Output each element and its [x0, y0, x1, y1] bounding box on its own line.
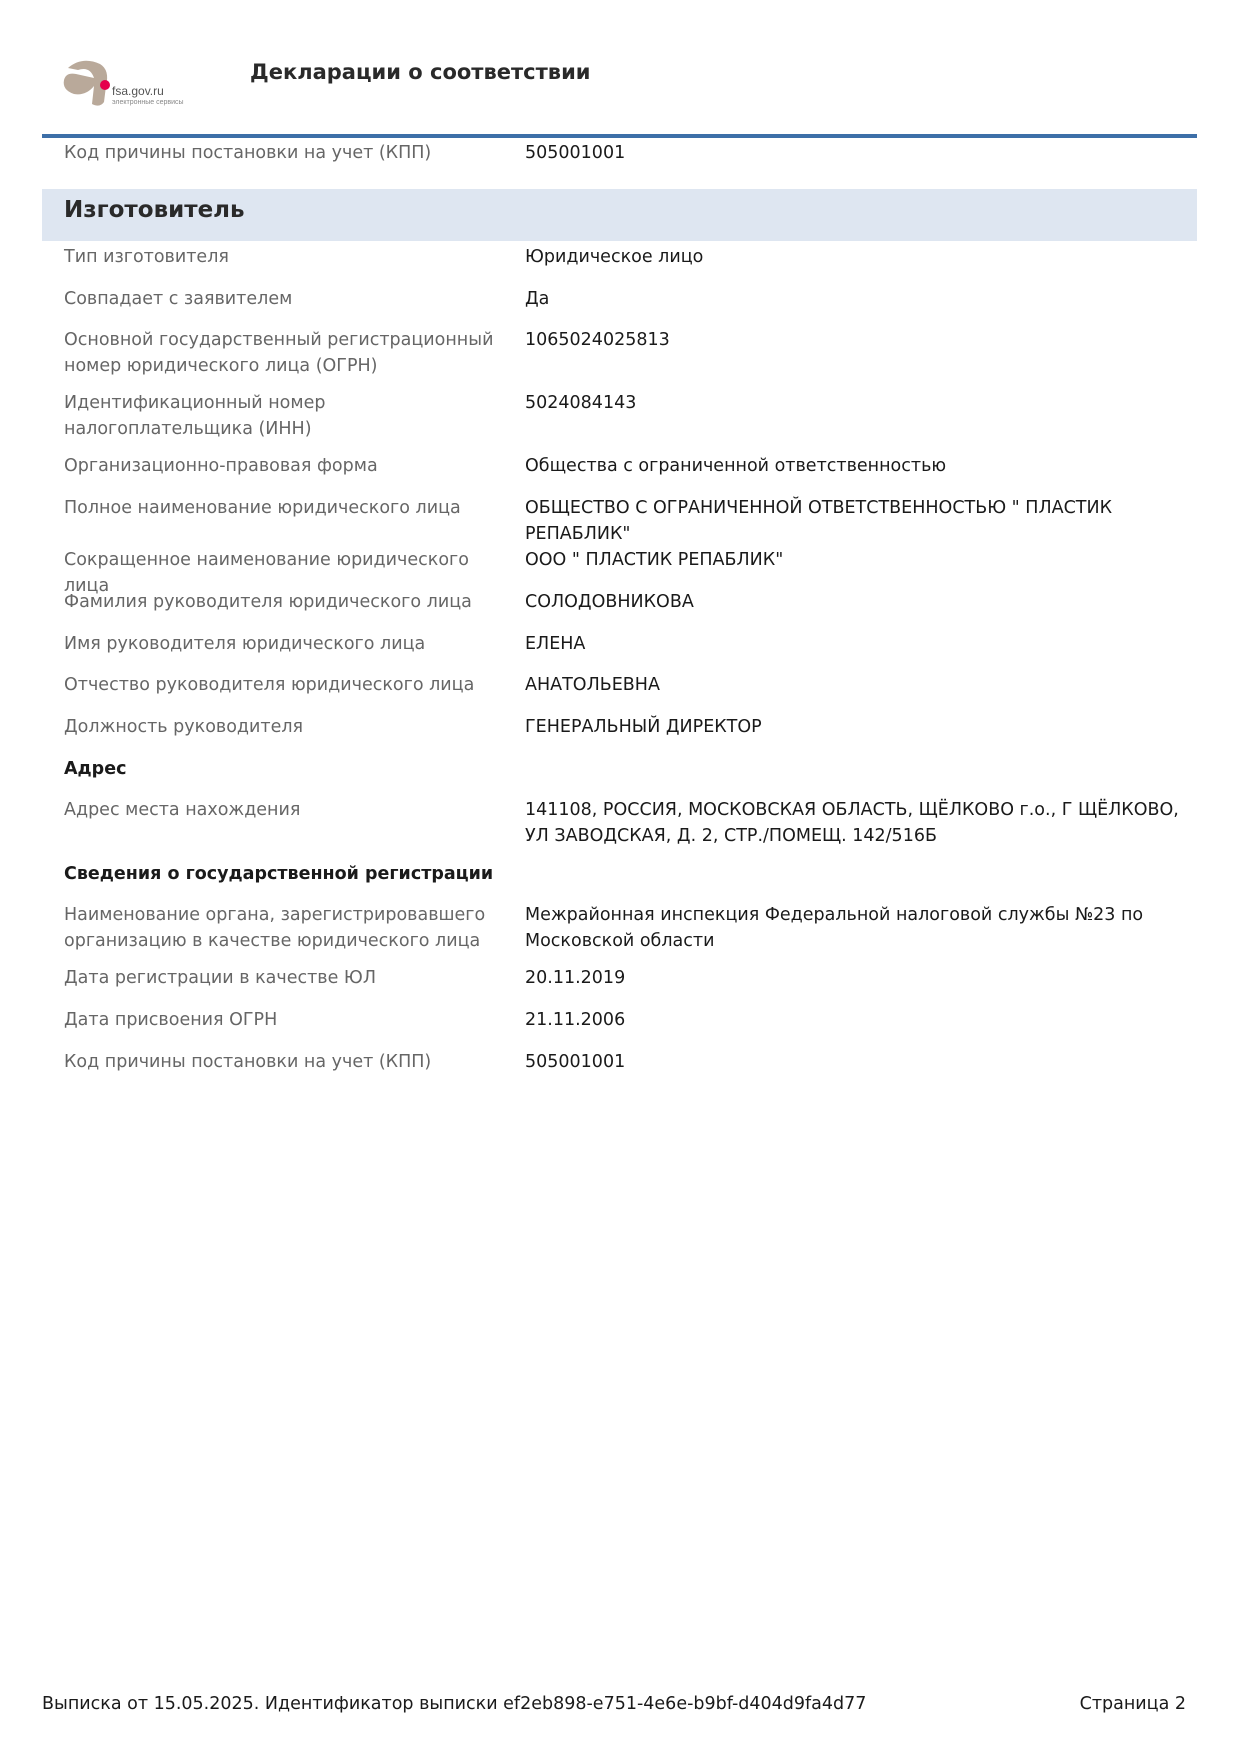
field-value: ОБЩЕСТВО С ОГРАНИЧЕННОЙ ОТВЕТСТВЕННОСТЬЮ " ПЛАСТИК РЕПАБЛИК" [525, 498, 1113, 544]
footer-extract-info: Выписка от 15.05.2025. Идентификатор выписки ef2eb898-e751-4e6e-b9bf-d404d9fa4d77 [42, 1694, 867, 1714]
field-label: Полное наименование юридического лица [64, 498, 461, 518]
field-value: 20.11.2019 [525, 968, 626, 988]
field-label: Имя руководителя юридического лица [64, 634, 426, 654]
footer-page-number: Страница 2 [1079, 1694, 1186, 1714]
logo-subtext: электронные сервисы [112, 99, 184, 106]
field-value: ЕЛЕНА [525, 634, 586, 654]
field-label: Наименование органа, зарегистрировавшего организацию в качестве юридического лица [64, 905, 486, 951]
field-label: Основной государственный регистрационный номер юридического лица (ОГРН) [64, 330, 494, 376]
field-label: Код причины постановки на учет (КПП) [64, 143, 432, 163]
field-label: Адрес места нахождения [64, 800, 301, 820]
section-header [42, 189, 1197, 241]
field-label: Дата регистрации в качестве ЮЛ [64, 968, 376, 988]
field-value: 5024084143 [525, 393, 637, 413]
field-value: 21.11.2006 [525, 1010, 626, 1030]
field-value: Да [525, 289, 550, 309]
logo-text: fsa.gov.ru [112, 84, 164, 98]
field-value: Общества с ограниченной ответственностью [525, 456, 947, 476]
field-label: Идентификационный номер налогоплательщика (ИНН) [64, 393, 326, 439]
field-label: Сокращенное наименование юридического лица [64, 550, 469, 596]
field-value: ООО " ПЛАСТИК РЕПАБЛИК" [525, 550, 784, 570]
field-value: Юридическое лицо [525, 247, 704, 267]
address-heading: Адрес [64, 759, 127, 779]
field-label: Должность руководителя [64, 717, 304, 737]
field-label: Отчество руководителя юридического лица [64, 675, 475, 695]
field-value: 505001001 [525, 143, 626, 163]
field-label: Фамилия руководителя юридического лица [64, 592, 472, 612]
field-value: 505001001 [525, 1052, 626, 1072]
field-value: АНАТОЛЬЕВНА [525, 675, 660, 695]
registration-heading: Сведения о государственной регистрации [64, 864, 494, 884]
field-label: Организационно-правовая форма [64, 456, 378, 476]
field-value: СОЛОДОВНИКОВА [525, 592, 694, 612]
field-label: Дата присвоения ОГРН [64, 1010, 278, 1030]
field-label: Совпадает с заявителем [64, 289, 293, 309]
field-value: ГЕНЕРАЛЬНЫЙ ДИРЕКТОР [525, 717, 762, 737]
section-title: Изготовитель [64, 197, 245, 223]
field-label: Тип изготовителя [64, 247, 229, 267]
field-label: Код причины постановки на учет (КПП) [64, 1052, 432, 1072]
page-header [0, 0, 1240, 140]
field-value: 141108, РОССИЯ, МОСКОВСКАЯ ОБЛАСТЬ, ЩЁЛКОВО г.о., Г ЩЁЛКОВО, УЛ ЗАВОДСКАЯ, Д. 2, СТР./ПОМЕЩ. 142/516Б [525, 800, 1179, 846]
field-value: 1065024025813 [525, 330, 670, 350]
page-title: Декларации о соответствии [250, 60, 591, 84]
header-divider [42, 134, 1197, 138]
field-value: Межрайонная инспекция Федеральной налоговой службы №23 по Московской области [525, 905, 1144, 951]
